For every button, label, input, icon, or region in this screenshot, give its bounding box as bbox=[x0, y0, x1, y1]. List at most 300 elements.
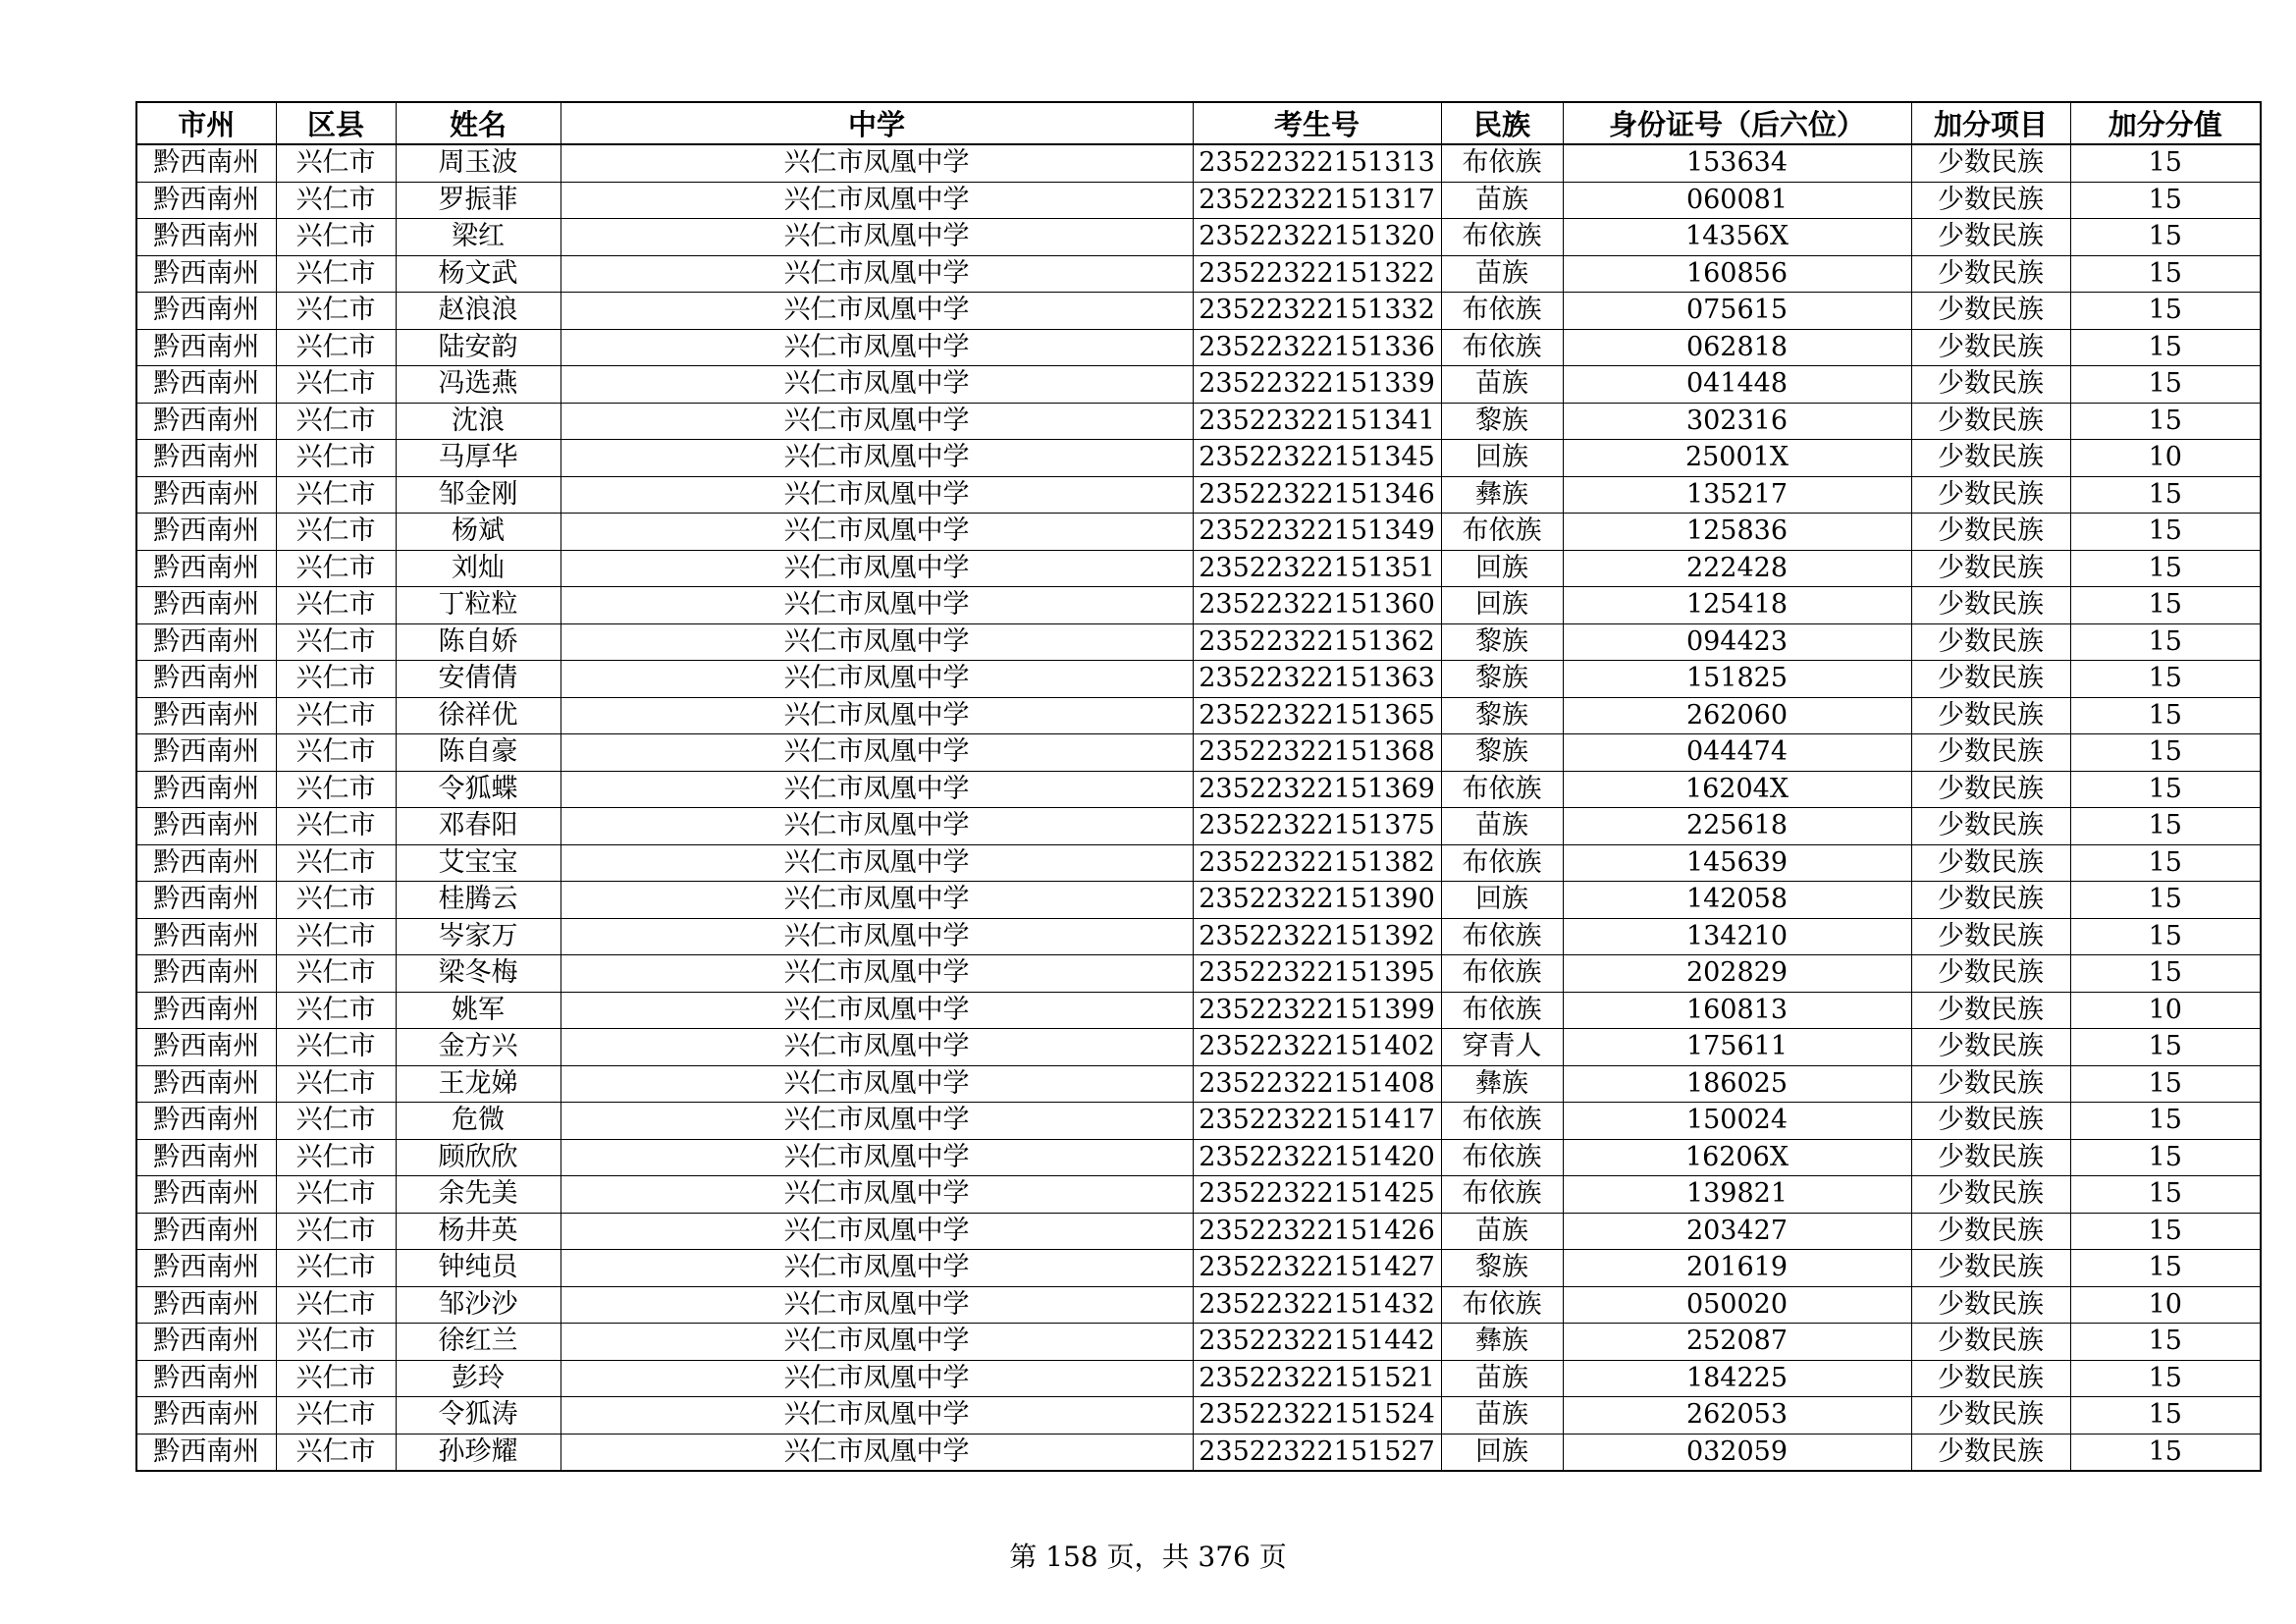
bonus-item-cell: 少数民族 bbox=[1911, 1213, 2070, 1250]
bonus-item-cell: 少数民族 bbox=[1911, 440, 2070, 477]
exam-number-cell: 23522322151322 bbox=[1193, 255, 1441, 293]
bonus-item-cell: 少数民族 bbox=[1911, 844, 2070, 882]
county-cell: 兴仁市 bbox=[276, 293, 396, 330]
table-row bbox=[136, 844, 2261, 882]
bonus-points-cell: 15 bbox=[2070, 255, 2261, 293]
table-row bbox=[136, 1029, 2261, 1066]
exam-number-cell: 23522322151442 bbox=[1193, 1324, 1441, 1361]
school-cell: 兴仁市凤凰中学 bbox=[561, 771, 1193, 808]
county-cell: 兴仁市 bbox=[276, 661, 396, 698]
city-cell: 黔西南州 bbox=[136, 623, 276, 661]
bonus-points-cell: 10 bbox=[2070, 992, 2261, 1029]
county-cell: 兴仁市 bbox=[276, 329, 396, 366]
city-cell: 黔西南州 bbox=[136, 1213, 276, 1250]
city-cell: 黔西南州 bbox=[136, 771, 276, 808]
city-cell: 黔西南州 bbox=[136, 697, 276, 734]
name-cell: 杨文武 bbox=[396, 255, 561, 293]
id-suffix-cell: 125836 bbox=[1563, 514, 1911, 551]
bonus-points-cell: 15 bbox=[2070, 366, 2261, 404]
ethnicity-cell: 布依族 bbox=[1441, 1286, 1563, 1324]
county-cell: 兴仁市 bbox=[276, 734, 396, 772]
exam-number-cell: 23522322151362 bbox=[1193, 623, 1441, 661]
bonus-points-cell: 15 bbox=[2070, 1029, 2261, 1066]
county-cell: 兴仁市 bbox=[276, 1176, 396, 1214]
name-cell: 安倩倩 bbox=[396, 661, 561, 698]
name-cell: 孙珍耀 bbox=[396, 1434, 561, 1471]
bonus-points-cell: 15 bbox=[2070, 734, 2261, 772]
city-cell: 黔西南州 bbox=[136, 219, 276, 256]
exam-number-cell: 23522322151521 bbox=[1193, 1360, 1441, 1397]
bonus-item-cell: 少数民族 bbox=[1911, 182, 2070, 219]
name-cell: 岑家万 bbox=[396, 918, 561, 955]
ethnicity-cell: 穿青人 bbox=[1441, 1029, 1563, 1066]
bonus-item-cell: 少数民族 bbox=[1911, 661, 2070, 698]
bonus-points-cell: 15 bbox=[2070, 1324, 2261, 1361]
school-cell: 兴仁市凤凰中学 bbox=[561, 808, 1193, 845]
name-cell: 周玉波 bbox=[396, 144, 561, 182]
exam-number-cell: 23522322151427 bbox=[1193, 1250, 1441, 1287]
county-cell: 兴仁市 bbox=[276, 550, 396, 587]
school-cell: 兴仁市凤凰中学 bbox=[561, 992, 1193, 1029]
name-cell: 丁粒粒 bbox=[396, 587, 561, 624]
table-row bbox=[136, 955, 2261, 993]
ethnicity-cell: 布依族 bbox=[1441, 1139, 1563, 1176]
ethnicity-cell: 黎族 bbox=[1441, 1250, 1563, 1287]
data-table bbox=[135, 101, 2262, 1472]
bonus-points-cell: 15 bbox=[2070, 697, 2261, 734]
name-cell: 沈浪 bbox=[396, 403, 561, 440]
county-cell: 兴仁市 bbox=[276, 440, 396, 477]
county-cell: 兴仁市 bbox=[276, 144, 396, 182]
table-row bbox=[136, 992, 2261, 1029]
bonus-points-cell: 15 bbox=[2070, 329, 2261, 366]
table-row bbox=[136, 1250, 2261, 1287]
bonus-item-cell: 少数民族 bbox=[1911, 771, 2070, 808]
school-cell: 兴仁市凤凰中学 bbox=[561, 476, 1193, 514]
school-cell: 兴仁市凤凰中学 bbox=[561, 1360, 1193, 1397]
county-cell: 兴仁市 bbox=[276, 476, 396, 514]
exam-number-cell: 23522322151390 bbox=[1193, 882, 1441, 919]
table-row bbox=[136, 255, 2261, 293]
county-cell: 兴仁市 bbox=[276, 1360, 396, 1397]
ethnicity-cell: 回族 bbox=[1441, 1434, 1563, 1471]
name-cell: 邓春阳 bbox=[396, 808, 561, 845]
id-suffix-cell: 062818 bbox=[1563, 329, 1911, 366]
id-suffix-cell: 14356X bbox=[1563, 219, 1911, 256]
id-suffix-cell: 252087 bbox=[1563, 1324, 1911, 1361]
table-row bbox=[136, 1213, 2261, 1250]
bonus-item-cell: 少数民族 bbox=[1911, 255, 2070, 293]
bonus-points-cell: 15 bbox=[2070, 661, 2261, 698]
name-cell: 杨斌 bbox=[396, 514, 561, 551]
id-suffix-cell: 135217 bbox=[1563, 476, 1911, 514]
ethnicity-cell: 苗族 bbox=[1441, 182, 1563, 219]
county-cell: 兴仁市 bbox=[276, 1103, 396, 1140]
bonus-item-cell: 少数民族 bbox=[1911, 1286, 2070, 1324]
city-cell: 黔西南州 bbox=[136, 1434, 276, 1471]
exam-number-cell: 23522322151408 bbox=[1193, 1065, 1441, 1103]
bonus-item-cell: 少数民族 bbox=[1911, 403, 2070, 440]
table-row bbox=[136, 550, 2261, 587]
name-cell: 令狐蝶 bbox=[396, 771, 561, 808]
name-cell: 邹沙沙 bbox=[396, 1286, 561, 1324]
bonus-points-cell: 15 bbox=[2070, 403, 2261, 440]
county-cell: 兴仁市 bbox=[276, 882, 396, 919]
bonus-points-cell: 15 bbox=[2070, 550, 2261, 587]
name-cell: 陆安韵 bbox=[396, 329, 561, 366]
exam-number-cell: 23522322151417 bbox=[1193, 1103, 1441, 1140]
table-row bbox=[136, 1139, 2261, 1176]
table-row bbox=[136, 514, 2261, 551]
name-cell: 刘灿 bbox=[396, 550, 561, 587]
exam-number-cell: 23522322151432 bbox=[1193, 1286, 1441, 1324]
bonus-item-cell: 少数民族 bbox=[1911, 697, 2070, 734]
school-cell: 兴仁市凤凰中学 bbox=[561, 734, 1193, 772]
id-suffix-cell: 203427 bbox=[1563, 1213, 1911, 1250]
id-suffix-cell: 151825 bbox=[1563, 661, 1911, 698]
bonus-item-cell: 少数民族 bbox=[1911, 955, 2070, 993]
bonus-item-cell: 少数民族 bbox=[1911, 882, 2070, 919]
ethnicity-cell: 黎族 bbox=[1441, 697, 1563, 734]
table-row bbox=[136, 219, 2261, 256]
city-cell: 黔西南州 bbox=[136, 366, 276, 404]
county-cell: 兴仁市 bbox=[276, 623, 396, 661]
school-cell: 兴仁市凤凰中学 bbox=[561, 144, 1193, 182]
city-cell: 黔西南州 bbox=[136, 550, 276, 587]
bonus-item-cell: 少数民族 bbox=[1911, 329, 2070, 366]
bonus-points-cell: 15 bbox=[2070, 1103, 2261, 1140]
bonus-item-cell: 少数民族 bbox=[1911, 734, 2070, 772]
ethnicity-cell: 回族 bbox=[1441, 440, 1563, 477]
city-cell: 黔西南州 bbox=[136, 1065, 276, 1103]
county-cell: 兴仁市 bbox=[276, 182, 396, 219]
table-row bbox=[136, 329, 2261, 366]
school-header: 中学 bbox=[561, 102, 1193, 144]
name-cell: 冯选燕 bbox=[396, 366, 561, 404]
ethnicity-cell: 布依族 bbox=[1441, 1176, 1563, 1214]
school-cell: 兴仁市凤凰中学 bbox=[561, 514, 1193, 551]
city-cell: 黔西南州 bbox=[136, 808, 276, 845]
bonus-points-cell: 15 bbox=[2070, 623, 2261, 661]
ethnicity-cell: 布依族 bbox=[1441, 219, 1563, 256]
id-suffix-cell: 262060 bbox=[1563, 697, 1911, 734]
bonus-points-cell: 15 bbox=[2070, 1065, 2261, 1103]
ethnicity-cell: 苗族 bbox=[1441, 1360, 1563, 1397]
city-cell: 黔西南州 bbox=[136, 918, 276, 955]
exam-number-cell: 23522322151426 bbox=[1193, 1213, 1441, 1250]
id-suffix-cell: 041448 bbox=[1563, 366, 1911, 404]
ethnicity-cell: 彝族 bbox=[1441, 476, 1563, 514]
name-cell: 马厚华 bbox=[396, 440, 561, 477]
exam-number-cell: 23522322151351 bbox=[1193, 550, 1441, 587]
page-footer: 第 158 页，共 376 页 bbox=[1009, 1541, 1287, 1573]
exam-number-cell: 23522322151360 bbox=[1193, 587, 1441, 624]
county-cell: 兴仁市 bbox=[276, 1397, 396, 1435]
school-cell: 兴仁市凤凰中学 bbox=[561, 403, 1193, 440]
id-suffix-cell: 302316 bbox=[1563, 403, 1911, 440]
table-row bbox=[136, 1434, 2261, 1471]
city-cell: 黔西南州 bbox=[136, 734, 276, 772]
ethnicity-cell: 苗族 bbox=[1441, 1397, 1563, 1435]
bonus-points-cell: 15 bbox=[2070, 955, 2261, 993]
name-cell: 梁冬梅 bbox=[396, 955, 561, 993]
bonus-points-cell: 15 bbox=[2070, 882, 2261, 919]
exam-number-cell: 23522322151369 bbox=[1193, 771, 1441, 808]
id-suffix-cell: 175611 bbox=[1563, 1029, 1911, 1066]
id-suffix-cell: 139821 bbox=[1563, 1176, 1911, 1214]
school-cell: 兴仁市凤凰中学 bbox=[561, 182, 1193, 219]
city-cell: 黔西南州 bbox=[136, 587, 276, 624]
table-row bbox=[136, 1324, 2261, 1361]
exam-number-cell: 23522322151375 bbox=[1193, 808, 1441, 845]
id-suffix-cell: 150024 bbox=[1563, 1103, 1911, 1140]
id-suffix-cell: 225618 bbox=[1563, 808, 1911, 845]
school-cell: 兴仁市凤凰中学 bbox=[561, 918, 1193, 955]
school-cell: 兴仁市凤凰中学 bbox=[561, 1213, 1193, 1250]
city-cell: 黔西南州 bbox=[136, 992, 276, 1029]
id-suffix-cell: 25001X bbox=[1563, 440, 1911, 477]
ethnicity-cell: 苗族 bbox=[1441, 1213, 1563, 1250]
name-cell: 赵浪浪 bbox=[396, 293, 561, 330]
city-cell: 黔西南州 bbox=[136, 403, 276, 440]
id-suffix-cell: 184225 bbox=[1563, 1360, 1911, 1397]
table-row bbox=[136, 918, 2261, 955]
table-row bbox=[136, 697, 2261, 734]
city-cell: 黔西南州 bbox=[136, 1360, 276, 1397]
city-cell: 黔西南州 bbox=[136, 1250, 276, 1287]
city-cell: 黔西南州 bbox=[136, 1103, 276, 1140]
ethnicity-cell: 苗族 bbox=[1441, 255, 1563, 293]
city-cell: 黔西南州 bbox=[136, 182, 276, 219]
ethnicity-cell: 布依族 bbox=[1441, 1103, 1563, 1140]
exam-number-cell: 23522322151365 bbox=[1193, 697, 1441, 734]
id-suffix-cell: 160813 bbox=[1563, 992, 1911, 1029]
county-header: 区县 bbox=[276, 102, 396, 144]
ethnicity-cell: 布依族 bbox=[1441, 844, 1563, 882]
table-row bbox=[136, 182, 2261, 219]
county-cell: 兴仁市 bbox=[276, 403, 396, 440]
bonus-item-cell: 少数民族 bbox=[1911, 918, 2070, 955]
school-cell: 兴仁市凤凰中学 bbox=[561, 623, 1193, 661]
bonus-item-cell: 少数民族 bbox=[1911, 1139, 2070, 1176]
county-cell: 兴仁市 bbox=[276, 808, 396, 845]
bonus-points-cell: 15 bbox=[2070, 587, 2261, 624]
county-cell: 兴仁市 bbox=[276, 219, 396, 256]
school-cell: 兴仁市凤凰中学 bbox=[561, 1286, 1193, 1324]
table-row bbox=[136, 1065, 2261, 1103]
ethnicity-cell: 布依族 bbox=[1441, 329, 1563, 366]
name-cell: 艾宝宝 bbox=[396, 844, 561, 882]
county-cell: 兴仁市 bbox=[276, 587, 396, 624]
bonus-item-cell: 少数民族 bbox=[1911, 514, 2070, 551]
exam-number-cell: 23522322151395 bbox=[1193, 955, 1441, 993]
id-suffix-cell: 262053 bbox=[1563, 1397, 1911, 1435]
school-cell: 兴仁市凤凰中学 bbox=[561, 440, 1193, 477]
bonus-item-cell: 少数民族 bbox=[1911, 1065, 2070, 1103]
county-cell: 兴仁市 bbox=[276, 1434, 396, 1471]
name-header: 姓名 bbox=[396, 102, 561, 144]
city-cell: 黔西南州 bbox=[136, 955, 276, 993]
county-cell: 兴仁市 bbox=[276, 955, 396, 993]
bonus-item-cell: 少数民族 bbox=[1911, 587, 2070, 624]
county-cell: 兴仁市 bbox=[276, 697, 396, 734]
exam-number-cell: 23522322151392 bbox=[1193, 918, 1441, 955]
bonus-item-cell: 少数民族 bbox=[1911, 144, 2070, 182]
ethnicity-header: 民族 bbox=[1441, 102, 1563, 144]
school-cell: 兴仁市凤凰中学 bbox=[561, 1176, 1193, 1214]
table-row bbox=[136, 476, 2261, 514]
city-cell: 黔西南州 bbox=[136, 514, 276, 551]
name-cell: 危微 bbox=[396, 1103, 561, 1140]
ethnicity-cell: 布依族 bbox=[1441, 771, 1563, 808]
county-cell: 兴仁市 bbox=[276, 844, 396, 882]
ethnicity-cell: 布依族 bbox=[1441, 293, 1563, 330]
school-cell: 兴仁市凤凰中学 bbox=[561, 1139, 1193, 1176]
city-cell: 黔西南州 bbox=[136, 1176, 276, 1214]
name-cell: 邹金刚 bbox=[396, 476, 561, 514]
bonus-points-cell: 15 bbox=[2070, 182, 2261, 219]
exam-number-cell: 23522322151317 bbox=[1193, 182, 1441, 219]
name-cell: 顾欣欣 bbox=[396, 1139, 561, 1176]
table-row bbox=[136, 587, 2261, 624]
bonus-item-cell: 少数民族 bbox=[1911, 1397, 2070, 1435]
school-cell: 兴仁市凤凰中学 bbox=[561, 219, 1193, 256]
ethnicity-cell: 布依族 bbox=[1441, 144, 1563, 182]
id-suffix-cell: 201619 bbox=[1563, 1250, 1911, 1287]
school-cell: 兴仁市凤凰中学 bbox=[561, 587, 1193, 624]
id-suffix-cell: 142058 bbox=[1563, 882, 1911, 919]
name-cell: 桂腾云 bbox=[396, 882, 561, 919]
school-cell: 兴仁市凤凰中学 bbox=[561, 1397, 1193, 1435]
school-cell: 兴仁市凤凰中学 bbox=[561, 882, 1193, 919]
exam-number-cell: 23522322151402 bbox=[1193, 1029, 1441, 1066]
name-cell: 令狐涛 bbox=[396, 1397, 561, 1435]
city-cell: 黔西南州 bbox=[136, 476, 276, 514]
city-cell: 黔西南州 bbox=[136, 293, 276, 330]
table-row bbox=[136, 440, 2261, 477]
bonus-points-cell: 15 bbox=[2070, 219, 2261, 256]
exam-number-cell: 23522322151313 bbox=[1193, 144, 1441, 182]
county-cell: 兴仁市 bbox=[276, 255, 396, 293]
ethnicity-cell: 黎族 bbox=[1441, 734, 1563, 772]
exam-number-cell: 23522322151341 bbox=[1193, 403, 1441, 440]
exam-number-cell: 23522322151339 bbox=[1193, 366, 1441, 404]
ethnicity-cell: 黎族 bbox=[1441, 403, 1563, 440]
name-cell: 陈自豪 bbox=[396, 734, 561, 772]
id-suffix-cell: 075615 bbox=[1563, 293, 1911, 330]
bonus-item-cell: 少数民族 bbox=[1911, 293, 2070, 330]
name-cell: 梁红 bbox=[396, 219, 561, 256]
table-row bbox=[136, 366, 2261, 404]
bonus-points-cell: 10 bbox=[2070, 1286, 2261, 1324]
exam-number-cell: 23522322151320 bbox=[1193, 219, 1441, 256]
school-cell: 兴仁市凤凰中学 bbox=[561, 1250, 1193, 1287]
name-cell: 罗振菲 bbox=[396, 182, 561, 219]
bonus-item-cell: 少数民族 bbox=[1911, 808, 2070, 845]
name-cell: 陈自娇 bbox=[396, 623, 561, 661]
ethnicity-cell: 布依族 bbox=[1441, 918, 1563, 955]
id-suffix-cell: 16206X bbox=[1563, 1139, 1911, 1176]
city-cell: 黔西南州 bbox=[136, 882, 276, 919]
bonus-points-cell: 15 bbox=[2070, 1250, 2261, 1287]
bonus-points-cell: 15 bbox=[2070, 1139, 2261, 1176]
table-row bbox=[136, 144, 2261, 182]
city-cell: 黔西南州 bbox=[136, 844, 276, 882]
table-row bbox=[136, 623, 2261, 661]
exam-number-cell: 23522322151363 bbox=[1193, 661, 1441, 698]
city-cell: 黔西南州 bbox=[136, 1397, 276, 1435]
city-cell: 黔西南州 bbox=[136, 440, 276, 477]
bonus-points-cell: 15 bbox=[2070, 1397, 2261, 1435]
county-cell: 兴仁市 bbox=[276, 1286, 396, 1324]
exam-number-cell: 23522322151527 bbox=[1193, 1434, 1441, 1471]
table-row bbox=[136, 1286, 2261, 1324]
school-cell: 兴仁市凤凰中学 bbox=[561, 1029, 1193, 1066]
bonus-points-cell: 15 bbox=[2070, 1434, 2261, 1471]
id-suffix-cell: 160856 bbox=[1563, 255, 1911, 293]
city-cell: 黔西南州 bbox=[136, 255, 276, 293]
bonus-item-cell: 少数民族 bbox=[1911, 1434, 2070, 1471]
ethnicity-cell: 彝族 bbox=[1441, 1065, 1563, 1103]
table-row bbox=[136, 661, 2261, 698]
city-cell: 黔西南州 bbox=[136, 1029, 276, 1066]
id-suffix-cell: 202829 bbox=[1563, 955, 1911, 993]
table-row bbox=[136, 734, 2261, 772]
table-row bbox=[136, 1360, 2261, 1397]
id-suffix-cell: 060081 bbox=[1563, 182, 1911, 219]
school-cell: 兴仁市凤凰中学 bbox=[561, 955, 1193, 993]
id-suffix-cell: 125418 bbox=[1563, 587, 1911, 624]
exam-number-cell: 23522322151346 bbox=[1193, 476, 1441, 514]
exam-number-cell: 23522322151399 bbox=[1193, 992, 1441, 1029]
school-cell: 兴仁市凤凰中学 bbox=[561, 293, 1193, 330]
bonus-points-cell: 10 bbox=[2070, 440, 2261, 477]
bonus-points-cell: 15 bbox=[2070, 293, 2261, 330]
bonus-item-cell: 少数民族 bbox=[1911, 550, 2070, 587]
name-cell: 钟纯员 bbox=[396, 1250, 561, 1287]
city-cell: 黔西南州 bbox=[136, 144, 276, 182]
bonus-points-cell: 15 bbox=[2070, 1176, 2261, 1214]
bonus-item-cell: 少数民族 bbox=[1911, 1176, 2070, 1214]
city-cell: 黔西南州 bbox=[136, 1286, 276, 1324]
exam-number-header: 考生号 bbox=[1193, 102, 1441, 144]
ethnicity-cell: 苗族 bbox=[1441, 366, 1563, 404]
school-cell: 兴仁市凤凰中学 bbox=[561, 661, 1193, 698]
table-row bbox=[136, 403, 2261, 440]
exam-number-cell: 23522322151524 bbox=[1193, 1397, 1441, 1435]
bonus-points-cell: 15 bbox=[2070, 1213, 2261, 1250]
exam-number-cell: 23522322151382 bbox=[1193, 844, 1441, 882]
name-cell: 金方兴 bbox=[396, 1029, 561, 1066]
ethnicity-cell: 布依族 bbox=[1441, 514, 1563, 551]
table-row bbox=[136, 1103, 2261, 1140]
bonus-points-cell: 15 bbox=[2070, 1360, 2261, 1397]
bonus-item-cell: 少数民族 bbox=[1911, 623, 2070, 661]
id-suffix-cell: 032059 bbox=[1563, 1434, 1911, 1471]
county-cell: 兴仁市 bbox=[276, 1139, 396, 1176]
id-suffix-cell: 145639 bbox=[1563, 844, 1911, 882]
school-cell: 兴仁市凤凰中学 bbox=[561, 844, 1193, 882]
city-cell: 黔西南州 bbox=[136, 1139, 276, 1176]
county-cell: 兴仁市 bbox=[276, 992, 396, 1029]
bonus-item-cell: 少数民族 bbox=[1911, 1324, 2070, 1361]
ethnicity-cell: 回族 bbox=[1441, 587, 1563, 624]
ethnicity-cell: 回族 bbox=[1441, 882, 1563, 919]
exam-number-cell: 23522322151368 bbox=[1193, 734, 1441, 772]
bonus-points-cell: 15 bbox=[2070, 918, 2261, 955]
table-header-row bbox=[136, 102, 2261, 144]
exam-number-cell: 23522322151345 bbox=[1193, 440, 1441, 477]
